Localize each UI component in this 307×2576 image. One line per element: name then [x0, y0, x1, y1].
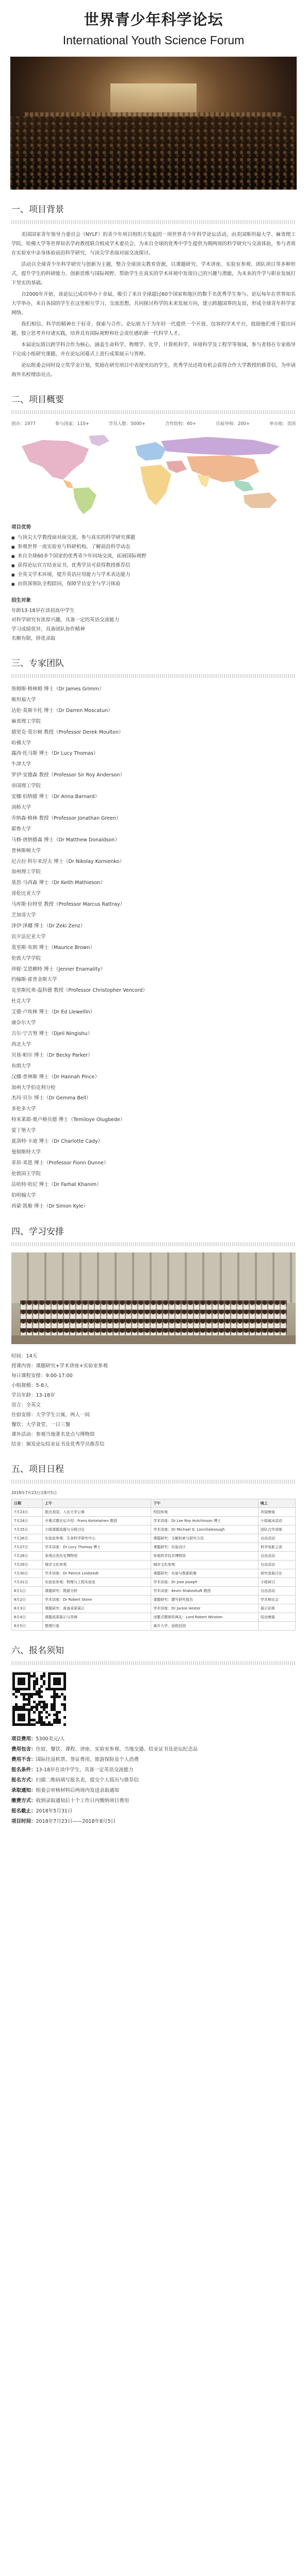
table-cell: 7月26日: [12, 1534, 43, 1543]
map-europe: [135, 442, 166, 461]
section-title: 四、学习安排: [11, 1227, 64, 1238]
qr-module: [33, 1711, 36, 1714]
paragraph: 我们相信，科学的精神在于好奇、探索与合作。论坛致力于为年轻一代提供一个开放、包容的学术平台，鼓励他们勇于提出问题、独立思考并付诸实践，培养具有国际视野和社会责任感的新一代科学人才。: [11, 321, 296, 336]
section-overview: [0, 392, 307, 643]
expert-name: 杰玛·贝尔 博士（Dr Gemma Bell）: [11, 1095, 91, 1101]
signup-label: 报名条件：: [11, 1767, 36, 1773]
expert-institution: 宾夕法尼亚大学: [11, 934, 46, 940]
expert-institution: 西北大学: [11, 1041, 31, 1047]
signup-text: 2018年7月23日——2018年8月5日: [36, 1819, 116, 1825]
expert-institution: 牛津大学: [11, 761, 31, 768]
paragraph: 自2000年开始，该论坛已成功举办十余届，吸引了来自全球超过60个国家和地区的数千名优秀学生参与。论坛每年在世界知名大学举办，来自各国的学生在这里相互学习、交流思想，共同探讨科学的未来发展方向，建立跨越国界的友谊，形成全球青年科学家网络。: [11, 292, 296, 316]
table-header-row: [12, 1499, 296, 1508]
table-row: [12, 1596, 296, 1604]
table-cell: 科学电影之夜: [258, 1543, 296, 1552]
list-item: ■ 获得论坛官方结业证书，优秀学员可获得教授推荐信: [11, 561, 296, 570]
expert-name: 尼古拉·科尔米涅夫 博士（Dr Nikolay Kornienko）: [11, 858, 124, 865]
expert-institution: 加州理工学院: [11, 869, 41, 875]
section-title: 一、项目背景: [11, 205, 64, 215]
expert-name: 安娜·伯纳德 博士（Dr Anna Barnard）: [11, 794, 100, 800]
table-cell: 团队合作训练: [258, 1526, 296, 1534]
targets-list: [11, 606, 296, 643]
list-item: 时间：14天: [11, 1353, 38, 1360]
expert-name: 贝基·帕尔 博士（Dr Becky Parker）: [11, 1052, 93, 1058]
map-southeast-asia: [233, 480, 254, 492]
table-cell: [258, 1622, 296, 1631]
page-title: 世界青少年科学论坛: [84, 11, 223, 28]
table-cell: 结业晚宴: [258, 1613, 296, 1622]
expert-name: 夏洛特·卡迪 博士（Dr Charlotte Cady）: [11, 1139, 103, 1145]
paragraph: 美国国家青年领导力委员会（NYLF）的青少年项目组织方发起的一项世界青少年科学论坛活动，由美国斯坦福大学、麻省理工学院、哈佛大学等世界知名学府教授联合组成学术委员会，为来自全球的优秀中学生提供为期两周的科学研究与交流体验，参与者将在实验室中亲身体验前沿科学研究，与顶尖学者面对面交流探讨。: [11, 232, 296, 256]
signup-text: 收到录取通知后十个工作日内缴纳项目费用: [36, 1798, 130, 1804]
features-heading: 项目优势: [11, 524, 31, 530]
table-cell: 学术辩论会: [258, 1596, 296, 1604]
table-cell: 小组课题选题与分组讨论: [43, 1526, 151, 1534]
expert-name: 马库斯·拉特里 教授（Professor Marcus Rattray）: [11, 902, 125, 908]
table-cell: 学术讲座：Dr Jose Joseph: [151, 1578, 258, 1587]
map-greenland: [89, 435, 109, 446]
list-item: ■ 与顶尖大学教授面对面交流，参与真实的科学研究课题: [11, 533, 296, 543]
expert-name: 罗伊·安德森 教授（Professor Sir Roy Anderson）: [11, 772, 125, 778]
table-cell: 课题研究：实验与数据收集: [151, 1569, 258, 1578]
list-item: 每日课程安排：9:00-17:00: [11, 1373, 73, 1379]
table-row: [12, 1604, 296, 1613]
expert-institution: 芝加哥大学: [11, 912, 36, 919]
schedule-body: [12, 1508, 296, 1631]
table-cell: 8月4日: [12, 1613, 43, 1622]
map-south-america: [73, 487, 96, 514]
qr-module: [36, 1683, 38, 1685]
hero-photo: [10, 57, 297, 190]
table-row: [12, 1613, 296, 1622]
table-cell: 课题成果展示与答辩: [43, 1613, 151, 1622]
expert-institution: 麻省理工学院: [11, 718, 41, 724]
signup-item: [11, 1806, 296, 1817]
qr-module: [23, 1719, 25, 1721]
table-row: [12, 1622, 296, 1631]
list-item: ■ 全英文学术环境，提升英语应用能力与学术表达能力: [11, 570, 296, 580]
expert-institution: 爱丁堡大学: [11, 1128, 36, 1134]
stat-item: 合作院校：60+: [165, 421, 197, 427]
signup-text: 5300美元/人: [36, 1736, 65, 1742]
list-item: 课外活动：参观当地著名景点与博物馆: [11, 1432, 95, 1438]
expert-institution: 康奈尔大学: [11, 1020, 36, 1026]
qr-module: [48, 1714, 51, 1716]
map-asia: [187, 455, 259, 482]
list-item: 学员年龄：13-18岁: [11, 1393, 55, 1399]
signup-text: 组委会审核材料后两周内发送录取通知: [36, 1788, 120, 1794]
list-item: 学习成绩优异，具备团队协作精神: [11, 626, 85, 632]
signup-text: 国际往返机票、签证费用、旅游保险及个人消费: [36, 1757, 139, 1763]
table-cell: 7月25日: [12, 1526, 43, 1534]
targets-heading: 招生对象: [11, 598, 31, 603]
features-list: [11, 533, 296, 589]
table-cell: 7月24日: [12, 1517, 43, 1526]
table-cell: 参观自然历史博物馆: [43, 1552, 151, 1561]
section-title: 二、项目概要: [11, 395, 64, 405]
column-header: 晚上: [258, 1499, 296, 1508]
list-item: ■ 由资深领队全程陪同，保障学员安全与学习体验: [11, 580, 296, 589]
expert-institution: 普林斯顿大学: [11, 848, 41, 854]
table-row: [12, 1578, 296, 1587]
qr-module: [58, 1711, 61, 1714]
hero-audience: [10, 116, 297, 190]
table-row: [12, 1543, 296, 1552]
expert-institution: 杜克大学: [11, 998, 31, 1005]
expert-name: 露西·托马斯 博士（Dr Lucy Thomas）: [11, 751, 99, 757]
table-cell: 学术讲座：Kevin Shakeshaft 教授: [151, 1587, 258, 1596]
map-middle-east: [166, 461, 187, 473]
list-item: 小组规模：5-8人: [11, 1383, 49, 1389]
signup-text: 2018年5月31日: [36, 1808, 73, 1815]
expert-name: 乔纳森·格林 教授（Professor Jonathan Green）: [11, 815, 121, 821]
expert-name: 莫里斯·布朗 博士（Maurice Brown）: [11, 944, 95, 951]
table-cell: 小组研讨: [258, 1578, 296, 1587]
qr-module: [58, 1721, 61, 1724]
study-info-list: [11, 1351, 296, 1449]
table-cell: 8月5日: [12, 1622, 43, 1631]
table-cell: 7月29日: [12, 1561, 43, 1569]
expert-institution: 伯明翰大学: [11, 1192, 36, 1198]
section-divider: [11, 1480, 296, 1484]
table-cell: 参观科学技术博物馆: [151, 1552, 258, 1561]
qr-module: [45, 1716, 48, 1719]
section-divider: [11, 1242, 296, 1246]
list-item: ■ 来自全球60多个国家的优秀青少年同场交流，拓展国际视野: [11, 552, 296, 561]
section-title: 五、项目日程: [11, 1464, 64, 1475]
section-schedule: [0, 1462, 307, 1631]
expert-list: [11, 684, 296, 1212]
signup-label: 项目费用：: [11, 1736, 36, 1742]
list-item: 对科学研究有浓厚兴趣，具备一定的英语交流能力: [11, 617, 120, 623]
table-cell: 自由活动: [258, 1552, 296, 1561]
expert-institution: 斯坦福大学: [11, 697, 36, 703]
stat-item: 参与国家：110+: [55, 421, 89, 427]
map-africa: [140, 465, 171, 505]
table-row: [12, 1517, 296, 1526]
signup-label: 缴费方式：: [11, 1798, 36, 1804]
table-cell: 研究进展讨论: [258, 1569, 296, 1578]
expert-name: 詹姆斯·格林姆 博士（Dr James Grimm）: [11, 686, 104, 692]
group-photo: [11, 1252, 296, 1344]
expert-institution: 帝国理工学院: [11, 783, 41, 789]
table-cell: 抵达美国，入住大学公寓: [43, 1508, 151, 1517]
expert-name: 吉尔·宁吉努 博士（Djeli Ningishu）: [11, 1031, 93, 1037]
section-background: [0, 202, 307, 380]
list-item: 住宿安排：大学学生公寓，两人一间: [11, 1412, 90, 1418]
table-cell: 课题研究：文献检索与研究方法: [151, 1534, 258, 1543]
signup-label: 项目时间：: [11, 1819, 36, 1825]
signup-label: 费用包含：: [11, 1747, 36, 1753]
expert-name: 法哈特·哈尼 博士（Dr Farhat Khanim）: [11, 1181, 102, 1188]
stat-item: 举办地：美国: [269, 421, 296, 427]
expert-name: 克里斯托弗·温科德 教授（Professor Christopher Vencord）: [11, 988, 148, 994]
qr-module: [43, 1683, 45, 1685]
table-row: [12, 1587, 296, 1596]
expert-institution: 加州大学伯克利分校: [11, 1084, 56, 1091]
photo-ground: [11, 1335, 296, 1345]
expert-institution: 布朗大学: [11, 1063, 31, 1069]
expert-institution: 伦敦大学学院: [11, 955, 41, 961]
signup-list: [11, 1734, 296, 1827]
overview-stats: [11, 420, 296, 427]
table-cell: 校园参观: [151, 1508, 258, 1517]
table-cell: 城市文化参观: [151, 1561, 258, 1569]
signup-label: 费用不含：: [11, 1757, 36, 1763]
expert-name: 西蒙·凯勒 博士（Dr Simon Kyle）: [11, 1203, 88, 1209]
qr-module: [33, 1723, 36, 1726]
section-signup: [0, 1643, 307, 1827]
signup-label: 录取通知：: [11, 1788, 36, 1794]
list-item: 年龄13-18岁在读初高中学生: [11, 608, 75, 614]
table-cell: 7月27日: [12, 1543, 43, 1552]
signup-label: 报名截止：: [11, 1808, 36, 1815]
section-divider: [11, 220, 296, 224]
qr-module: [40, 1696, 43, 1698]
signup-label: 报名方式：: [11, 1777, 36, 1784]
expert-name: 德里克·莫尔顿 教授（Professor Derek Moulton）: [11, 729, 124, 735]
map-india: [197, 474, 210, 487]
column-header: 日期: [12, 1499, 43, 1508]
table-cell: 实验室参观：物理与工程实验室: [43, 1578, 151, 1587]
signup-item: [11, 1796, 296, 1806]
list-item: 名额有限，择优录取: [11, 636, 56, 641]
table-cell: 8月1日: [12, 1587, 43, 1596]
signup-item: [11, 1734, 296, 1744]
table-cell: 7月23日: [12, 1508, 43, 1517]
expert-name: 特米莱耶·奥卢格贝德 博士（Temiloye Olugbede）: [11, 1117, 125, 1123]
table-cell: 学术讲座：Dr Jackie Hester: [151, 1604, 258, 1613]
signup-item: [11, 1744, 296, 1755]
signup-text: 扫描二维码填写报名表，提交个人简历与推荐信: [36, 1777, 139, 1784]
world-map: [11, 431, 296, 516]
page-subtitle: International Youth Science Forum: [62, 33, 245, 47]
section-divider: [11, 1661, 296, 1665]
list-item: 语言：全英文: [11, 1402, 41, 1409]
qr-module: [63, 1698, 66, 1701]
qr-module: [45, 1706, 48, 1708]
stat-item: 历届导师：200+: [216, 421, 250, 427]
signup-text: 住宿、餐饮、课程、讲座、实验室参观、当地交通、结业证书及论坛纪念品: [36, 1747, 198, 1753]
qr-module: [63, 1716, 66, 1719]
schedule-table: [11, 1499, 296, 1631]
page-header: [0, 0, 307, 53]
table-cell: 展示彩排: [258, 1604, 296, 1613]
expert-institution: 约翰斯·霍普金斯大学: [11, 977, 57, 983]
map-north-america: [22, 440, 89, 480]
qr-module: [23, 1683, 25, 1685]
column-header: 下午: [151, 1499, 258, 1508]
table-cell: 8月2日: [12, 1596, 43, 1604]
column-header: 上午: [43, 1499, 151, 1508]
paragraph: 本届论坛将以跨学科合作为核心，涵盖生命科学、物理学、化学、计算机科学、环境科学及工程学等领域，参与者将在专家指导下完成小组研究课题，并在论坛闭幕式上进行成果展示与答辩。: [11, 342, 296, 357]
table-cell: 自由活动: [258, 1534, 296, 1543]
expert-name: 马修·唐纳德森 博士（Dr Matthew Donaldson）: [11, 837, 120, 843]
table-cell: 自由活动: [258, 1587, 296, 1596]
table-cell: 小组破冰活动: [258, 1517, 296, 1526]
table-cell: 课题研究：实验设计: [151, 1543, 258, 1552]
qr-code[interactable]: [11, 1671, 66, 1726]
expert-name: 基思·马西森 博士（Dr Keith Mathieson）: [11, 880, 105, 886]
expert-name: 达伦·莫斯卡托 博士（Dr Darren Moscatun）: [11, 707, 113, 714]
qr-module: [63, 1708, 66, 1711]
table-cell: 学术讲座：Dr Lee Roy Hutchinson 博士: [151, 1517, 258, 1526]
schedule-caption: 2018年7月23日至8月5日: [11, 1490, 57, 1496]
table-cell: 开幕式暨论坛介绍：Frans Kortelainen 教授: [43, 1517, 151, 1526]
list-item: 结业：颁发论坛结业证书及优秀学员推荐信: [11, 1442, 105, 1448]
table-cell: 课题研究：撰写研究报告: [151, 1596, 258, 1604]
paragraph: 论坛组委会同时设立奖学金计划，奖励在研究项目中表现突出的学生，优秀学员还将有机会获得合作大学教授的推荐信，为申请海外名校增添亮点。: [11, 363, 296, 378]
expert-institution: 哥伦比亚大学: [11, 891, 41, 897]
signup-item: [11, 1786, 296, 1796]
list-item: 授课内容：课题研究+学术讲座+实验室参观: [11, 1363, 108, 1369]
section-title: 六、报名须知: [11, 1646, 64, 1656]
table-cell: 课题研究：准备成果展示: [43, 1604, 151, 1613]
section-title: 三、专家团队: [11, 658, 64, 669]
background-paragraphs: [11, 230, 296, 380]
qr-module: [28, 1688, 30, 1690]
table-row: [12, 1569, 296, 1578]
section-divider: [11, 410, 296, 414]
signup-item: [11, 1765, 296, 1775]
table-row: [12, 1534, 296, 1543]
photo-students: [20, 1300, 287, 1337]
table-cell: 8月3日: [12, 1604, 43, 1613]
section-divider: [11, 674, 296, 678]
expert-name: 珍妮·艾恩赖特 博士（Jenner Enamality）: [11, 966, 106, 972]
table-cell: 自由活动: [258, 1561, 296, 1569]
expert-institution: 耶鲁大学: [11, 826, 31, 832]
table-cell: 欢迎晚宴: [258, 1508, 296, 1517]
list-item: 餐饮：大学食堂，一日三餐: [11, 1422, 71, 1428]
expert-institution: 哈佛大学: [11, 740, 31, 746]
table-row: [12, 1526, 296, 1534]
table-cell: 7月31日: [12, 1578, 43, 1587]
map-australia: [244, 493, 277, 508]
signup-item: [11, 1755, 296, 1765]
qr-module: [58, 1683, 61, 1685]
stat-item: 学员人数：5000+: [108, 421, 146, 427]
world-map-graphic: [11, 431, 296, 516]
qr-module: [30, 1696, 33, 1698]
table-cell: 实验室参观：生命科学研究中心: [43, 1534, 151, 1543]
paragraph: 活动以全球青少年科学研究与创新为主题，整合全球顶尖教育资源，以课题研究、学术讲座、实验室参观、团队项目等多种形式，提升学生的科研能力、创新思维与国际视野，帮助学生在真实的学术环境中发现自己的兴趣与潜能，为未来的升学与职业发展打下坚实的基础。: [11, 262, 296, 286]
table-cell: 城市文化参观: [43, 1561, 151, 1569]
qr-module: [40, 1690, 43, 1693]
table-cell: 整理行装: [43, 1622, 151, 1631]
qr-module: [40, 1685, 43, 1688]
stat-item: 创办：1977: [11, 421, 36, 427]
map-russia: [161, 437, 280, 455]
table-cell: 7月30日: [12, 1569, 43, 1578]
section-experts: [0, 656, 307, 1212]
table-row: [12, 1552, 296, 1561]
qr-module: [63, 1723, 66, 1726]
table-cell: 学术讲座：Dr Patrick Lindstedt: [43, 1569, 151, 1578]
qr-module: [40, 1711, 43, 1714]
table-cell: 7月28日: [12, 1552, 43, 1561]
signup-item: [11, 1817, 296, 1827]
expert-institution: 多伦多大学: [11, 1106, 36, 1112]
photo-building: [11, 1252, 296, 1303]
table-cell: 学术讲座：Dr Lucy Thomas 博士: [43, 1543, 151, 1552]
list-item: ■ 参观世界一流实验室与科研机构，了解前沿科学动态: [11, 543, 296, 552]
expert-name: 泽伊·泽娜 博士（Dr Zeki Zenz）: [11, 923, 86, 929]
table-row: [12, 1561, 296, 1569]
map-central-america: [63, 480, 73, 488]
qr-module: [58, 1696, 61, 1698]
expert-name: 艾德·卢埃林 博士（Dr Ed Llewellin）: [11, 1009, 95, 1015]
section-study: [0, 1224, 307, 1449]
table-row: [12, 1508, 296, 1517]
expert-name: 菲昂·邓恩 博士（Professor Fionn Dunne）: [11, 1160, 109, 1166]
expert-institution: 剑桥大学: [11, 804, 31, 810]
table-cell: 课题研究：数据分析: [43, 1587, 151, 1596]
table-cell: 离开大学，返程回国: [151, 1622, 258, 1631]
table-cell: 学术讲座：Dr Robert Stone: [43, 1596, 151, 1604]
signup-item: [11, 1775, 296, 1786]
expert-institution: 曼彻斯特大学: [11, 1149, 41, 1155]
expert-institution: 伦敦国王学院: [11, 1171, 41, 1177]
qr-module: [63, 1688, 66, 1690]
table-cell: 闭幕式暨颁奖典礼：Lord Robert Winston: [151, 1613, 258, 1622]
qr-module: [43, 1675, 45, 1677]
qr-module: [15, 1696, 18, 1698]
signup-text: 13-18岁在读中学生，具备一定英语交流能力: [36, 1767, 134, 1773]
expert-name: 汉娜·普林斯 博士（Dr Hannah Pince）: [11, 1074, 100, 1080]
table-cell: 学术讲座：Dr Michael G. Loncilialeosugh: [151, 1526, 258, 1534]
qr-module: [51, 1723, 53, 1726]
